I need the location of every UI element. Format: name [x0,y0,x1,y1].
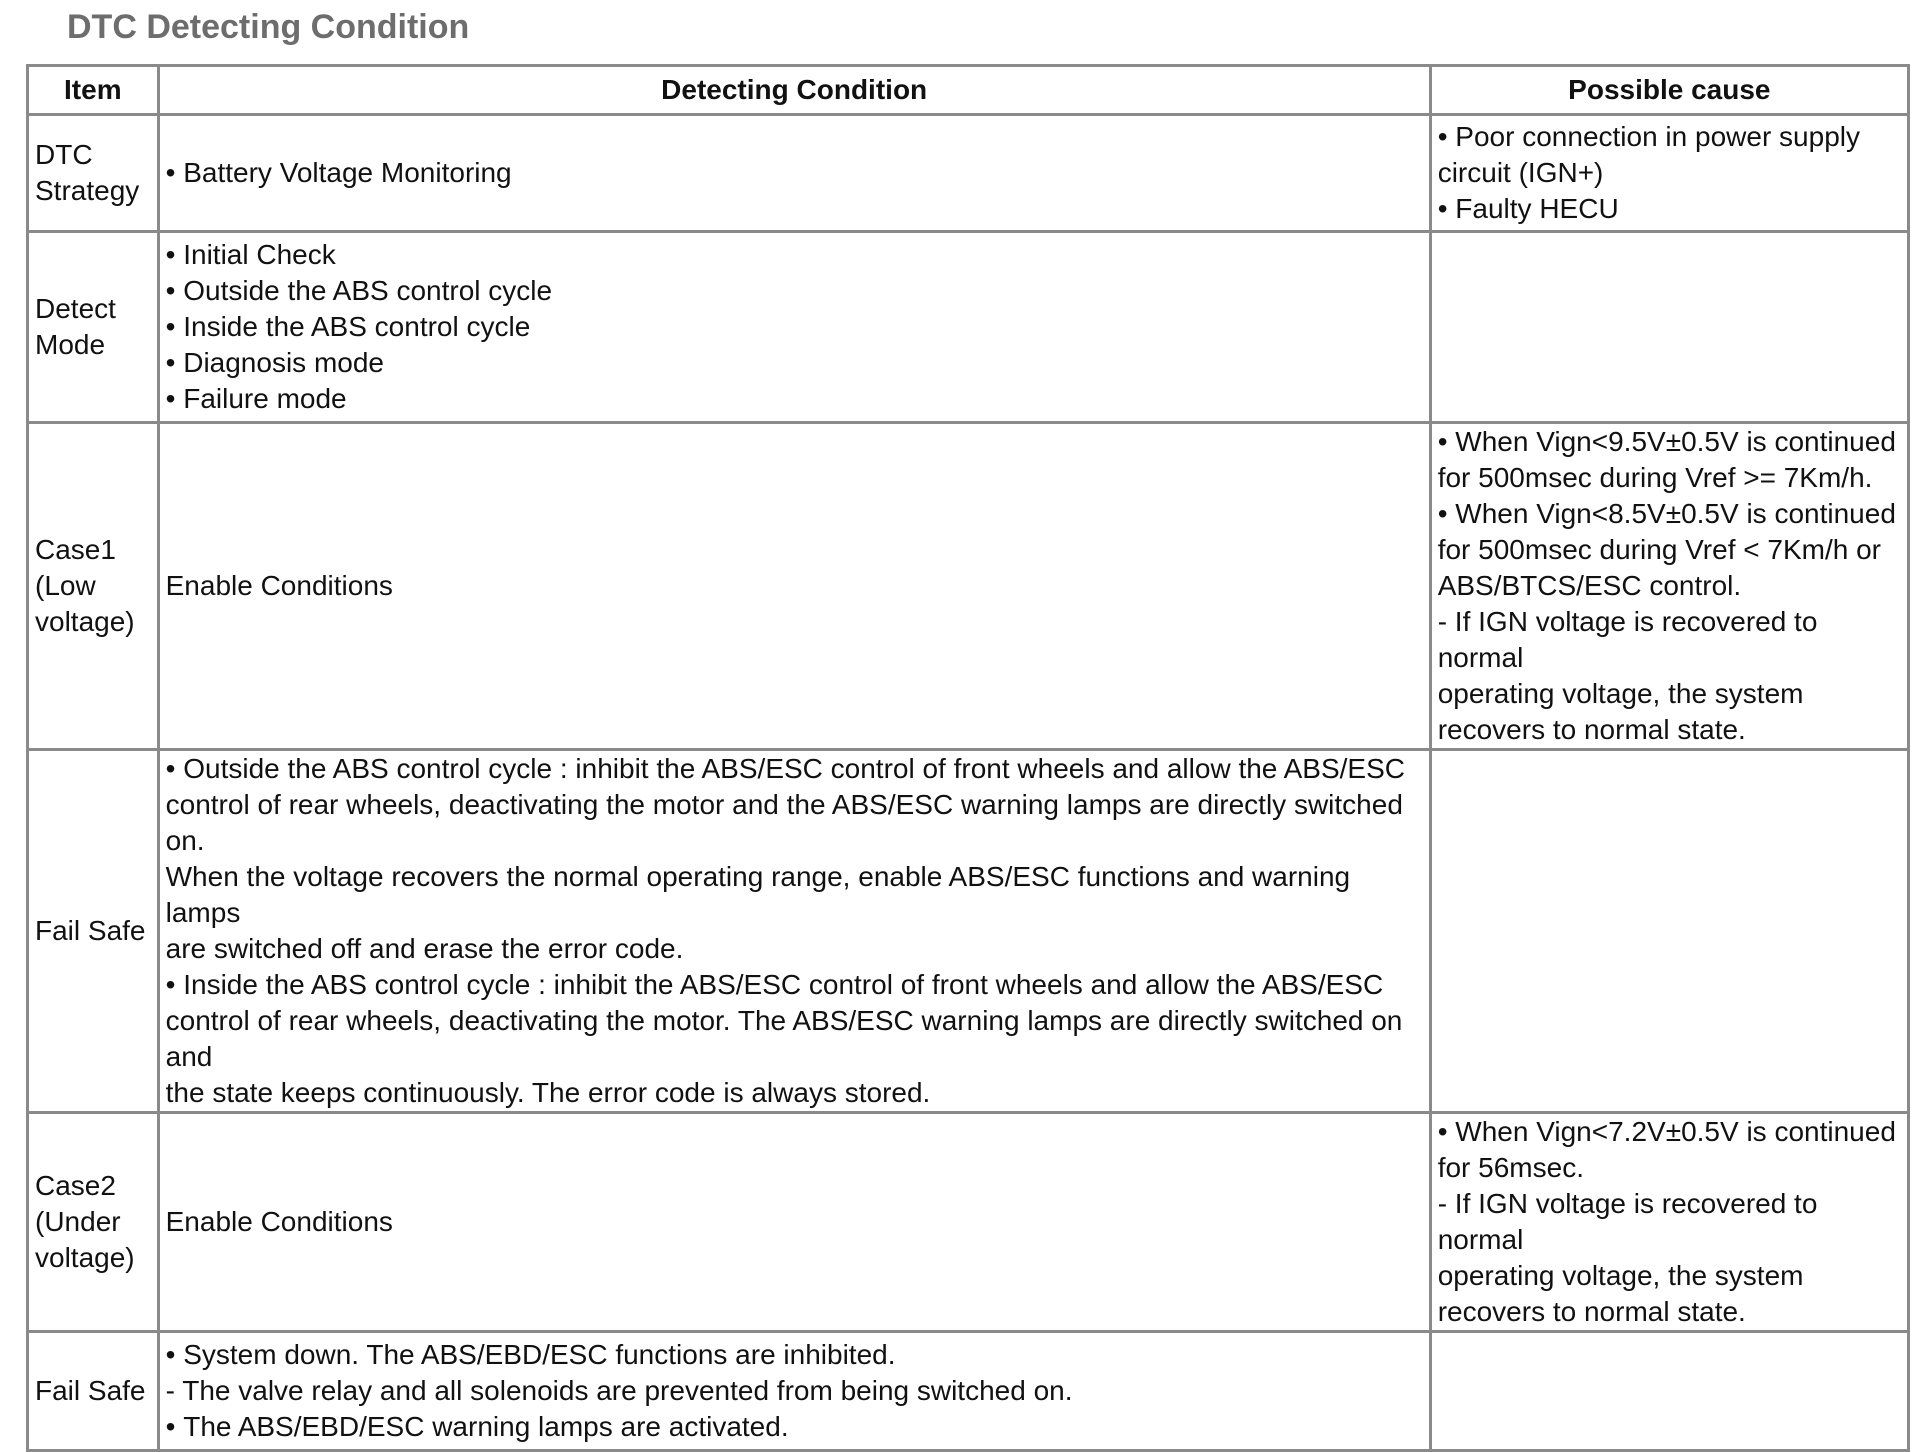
cell-possible-cause [1430,115,1908,232]
possible-cause-line: recovers to normal state. [1437,1296,1746,1327]
table-header-row [28,66,1909,115]
table-row [28,1113,1909,1332]
detecting-condition-line: • Battery Voltage Monitoring [166,155,1423,191]
detecting-condition-line: When the voltage recovers the normal operating range, enable ABS/ESC functions and warning lamps [165,861,1351,928]
detecting-condition-line: • System down. The ABS/EBD/ESC functions are inhibited. [166,1337,1423,1373]
detecting-condition-line: • Outside the ABS control cycle : inhibit the ABS/ESC control of front wheels and allow the ABS/ESC [166,751,1423,787]
possible-cause-line: recovers to normal state. [1437,714,1746,745]
item-label-line: Fail Safe [35,915,146,946]
cell-detecting-condition [158,1113,1430,1332]
item-label-line: (Under [35,1206,121,1237]
page-title: DTC Detecting Condition [67,8,470,46]
table-row [28,423,1909,750]
header-possible-cause: Possible cause [1430,66,1908,115]
detecting-condition-line: are switched off and erase the error code. [165,933,684,964]
detecting-condition-line: • Inside the ABS control cycle : inhibit the ABS/ESC control of front wheels and allow the ABS/ESC [166,967,1423,1003]
possible-cause-line: circuit (IGN+) [1437,157,1604,188]
detecting-condition-line: - The valve relay and all solenoids are prevented from being switched on. [165,1375,1073,1406]
detecting-condition-line: Enable Conditions [165,570,393,601]
possible-cause-line: - If IGN voltage is recovered to normal [1437,606,1818,673]
item-label-line: Detect [35,293,116,324]
possible-cause-line: for 500msec during Vref >= 7Km/h. [1437,462,1873,493]
possible-cause-line: • Poor connection in power supply [1438,119,1901,155]
header-detecting-condition: Detecting Condition [158,66,1430,115]
detecting-condition-line: the state keeps continuously. The error code is always stored. [165,1077,931,1108]
table-body [28,115,1909,1451]
item-label-line: DTC [35,139,93,170]
cell-possible-cause [1430,1332,1908,1451]
cell-item [28,232,159,423]
possible-cause-line: for 500msec during Vref < 7Km/h or [1437,534,1881,565]
table-row [28,750,1909,1113]
item-label-line: voltage) [35,1242,135,1273]
possible-cause-line: operating voltage, the system [1437,1260,1804,1291]
detecting-condition-line: control of rear wheels, deactivating the motor and the ABS/ESC warning lamps are directly switched on. [165,789,1403,856]
item-label-line: voltage) [35,606,135,637]
cell-item [28,1332,159,1451]
detecting-condition-line: control of rear wheels, deactivating the motor. The ABS/ESC warning lamps are directly switched on and [165,1005,1403,1072]
possible-cause-line: for 56msec. [1437,1152,1584,1183]
cell-possible-cause [1430,232,1908,423]
dtc-condition-table [26,64,1910,1452]
cell-possible-cause [1430,423,1908,750]
cell-item [28,1113,159,1332]
possible-cause-line: - If IGN voltage is recovered to normal [1437,1188,1818,1255]
detecting-condition-line: • Diagnosis mode [166,345,1423,381]
detecting-condition-line: • Outside the ABS control cycle [166,273,1423,309]
detecting-condition-line: • The ABS/EBD/ESC warning lamps are activated. [166,1409,1423,1445]
cell-possible-cause [1430,1113,1908,1332]
possible-cause-line: • When Vign<7.2V±0.5V is continued [1438,1114,1901,1150]
cell-detecting-condition [158,1332,1430,1451]
detecting-condition-line: • Failure mode [166,381,1423,417]
table-row [28,232,1909,423]
detecting-condition-line: • Initial Check [166,237,1423,273]
possible-cause-line: operating voltage, the system [1437,678,1804,709]
cell-detecting-condition [158,232,1430,423]
cell-item [28,115,159,232]
possible-cause-line: ABS/BTCS/ESC control. [1437,570,1742,601]
header-item: Item [28,66,159,115]
cell-detecting-condition [158,750,1430,1113]
cell-item [28,423,159,750]
item-label-line: Fail Safe [35,1375,146,1406]
table-row [28,115,1909,232]
cell-item [28,750,159,1113]
possible-cause-line: • Faulty HECU [1438,191,1901,227]
table-row [28,1332,1909,1451]
item-label-line: (Low [35,570,96,601]
possible-cause-line: • When Vign<8.5V±0.5V is continued [1438,496,1901,532]
item-label-line: Case2 [35,1170,116,1201]
item-label-line: Strategy [35,175,140,206]
cell-possible-cause [1430,750,1908,1113]
item-label-line: Case1 [35,534,116,565]
cell-detecting-condition [158,115,1430,232]
item-label-line: Mode [35,329,106,360]
detecting-condition-line: Enable Conditions [165,1206,393,1237]
possible-cause-line: • When Vign<9.5V±0.5V is continued [1438,424,1901,460]
detecting-condition-line: • Inside the ABS control cycle [166,309,1423,345]
cell-detecting-condition [158,423,1430,750]
